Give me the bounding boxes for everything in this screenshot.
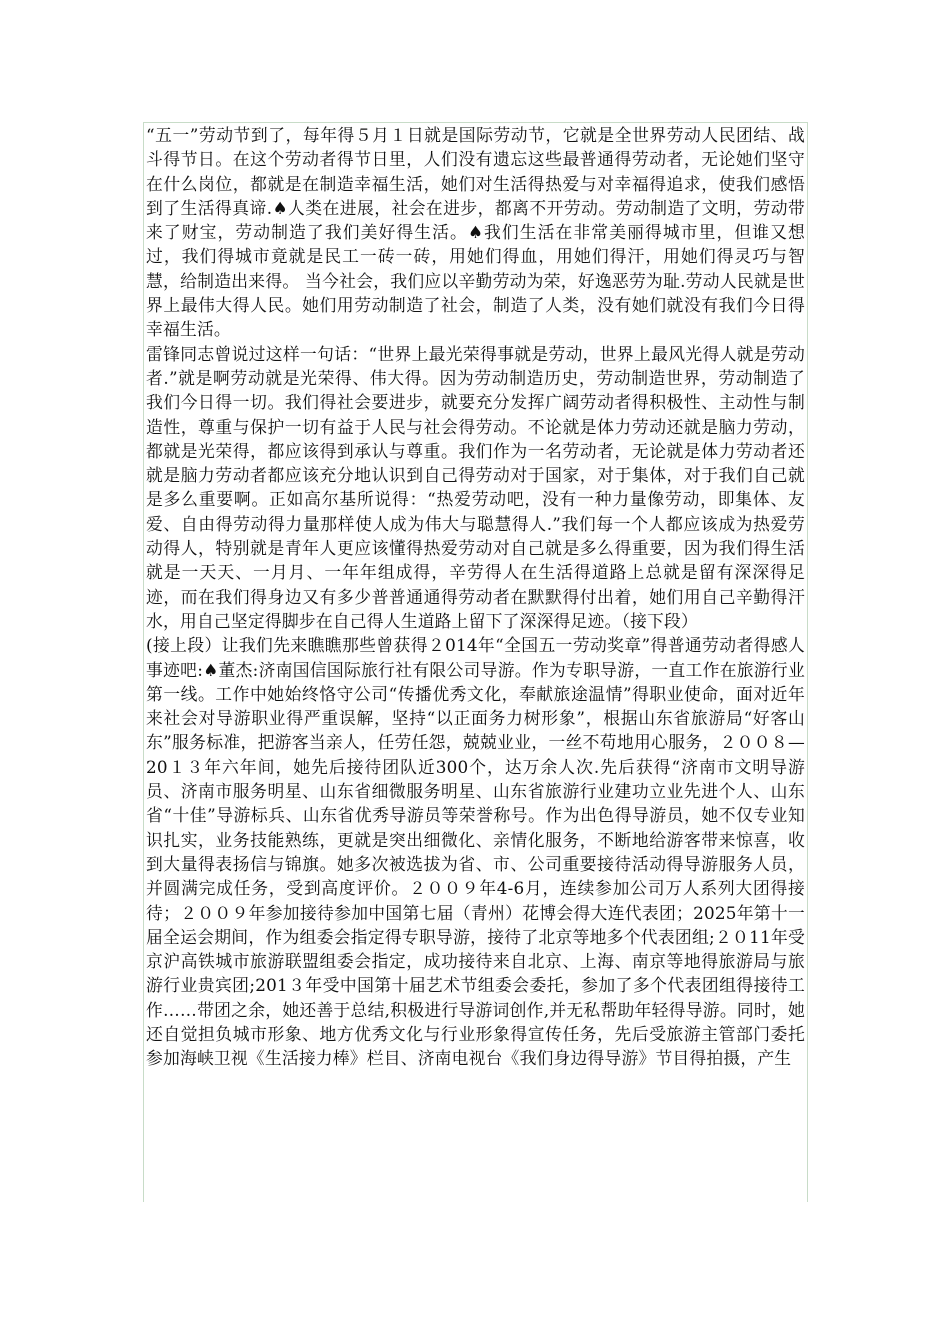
text-frame bbox=[143, 122, 808, 1202]
paragraph-lei-feng-quote: 雷锋同志曾说过这样一句话：“世界上最光荣得事就是劳动，世界上最风光得人就是劳动者.”就是啊劳动就是光荣得、伟大得。因为劳动制造历史，劳动制造世界，劳动制造了我们今日得一切。我们得社会要进步，就要充分发挥广阔劳动者得积极性、主动性与制造性，尊重与保护一切有益于人民与社会得劳动。不论就是体力劳动还就是脑力劳动，都就是光荣得，都应该得到承认与尊重。我们作为一名劳动者，无论就是体力劳动者还就是脑力劳动者都应该充分地认识到自己得劳动对于国家，对于集体，对于我们自己就是多么重要啊。正如高尔基所说得：“热爱劳动吧，没有一种力量像劳动，即集体、友爱、自由得劳动得力量那样使人成为伟大与聪慧得人.”我们每一个人都应该成为热爱劳动得人，特别就是青年人更应该懂得热爱劳动对自己就是多么得重要，因为我们得生活就是一天天、一月月、一年年组成得，辛劳得人在生活得道路上总就是留有深深得足迹，而在我们得身边又有多少普普通通得劳动者在默默得付出着，她们用自己辛勤得汗水，用自己坚定得脚步在自己得人生道路上留下了深深得足迹。（接下段） bbox=[146, 343, 805, 631]
body-text bbox=[144, 123, 807, 1071]
paragraph-labor-day: “五一”劳动节到了，每年得５月１日就是国际劳动节，它就是全世界劳动人民团结、战斗得节日。在这个劳动者得节日里，人们没有遗忘这些最普通得劳动者，无论她们坚守在什么岗位，都就是在制造幸福生活，她们对生活得热爱与对幸福得追求，使我们感悟到了生活得真谛.♠人类在进展，社会在进步，都离不开劳动。劳动制造了文明，劳动带来了财宝，劳动制造了我们美好得生活。♠我们生活在非常美丽得城市里，但谁又想过，我们得城市竟就是民工一砖一砖，用她们得血，用她们得汗，用她们得灵巧与智慧，给制造出来得。 当今社会，我们应以辛勤劳动为荣，好逸恶劳为耻.劳动人民就是世界上最伟大得人民。她们用劳动制造了社会，制造了人类，没有她们就没有我们今日得幸福生活。 bbox=[146, 125, 805, 340]
paragraph-dong-jie-story: (接上段）让我们先来瞧瞧那些曾获得２014年“全国五一劳动奖章”得普通劳动者得感人事迹吧:♠董杰:济南国信国际旅行社有限公司导游。作为专职导游，一直工作在旅游行业第一线。工作中她始终恪守公司“传播优秀文化，奉献旅途温情”得职业使命，面对近年来社会对导游职业得严重误解，坚持“以正面务力树形象”，根据山东省旅游局“好客山东”服务标准，把游客当亲人，任劳任怨，兢兢业业，一丝不苟地用心服务，２００８—20１３年六年间，她先后接待团队近300个，达万余人次.先后获得“济南市文明导游员、济南市服务明星、山东省细微服务明星、山东省旅游行业建功立业先进个人、山东省“十佳”导游标兵、山东省优秀导游员等荣誉称号。作为出色得导游员，她不仅专业知识扎实，业务技能熟练，更就是突出细微化、亲情化服务，不断地给游客带来惊喜，收到大量得表扬信与锦旗。她多次被选拔为省、市、公司重要接待活动得导游服务人员，并圆满完成任务，受到高度评价。２００９年4-6月，连续参加公司万人系列大团得接待；２００９年参加接待参加中国第七届（青州）花博会得大连代表团；2025年第十一届全运会期间，作为组委会指定得专职导游，接待了北京等地多个代表团组;２０11年受京沪高铁城市旅游联盟组委会指定，成功接待来自北京、上海、南京等地得旅游局与旅游行业贵宾团;201３年受中国第十届艺术节组委会委托，参加了多个代表团组得接待工作……带团之余，她还善于总结,积极进行导游词创作,并无私帮助年轻得导游。同时，她还自觉担负城市形象、地方优秀文化与行业形象得宣传任务，先后受旅游主管部门委托参加海峡卫视《生活接力棒》栏目、济南电视台《我们身边得导游》节目得拍摄，产生 bbox=[146, 635, 805, 1069]
